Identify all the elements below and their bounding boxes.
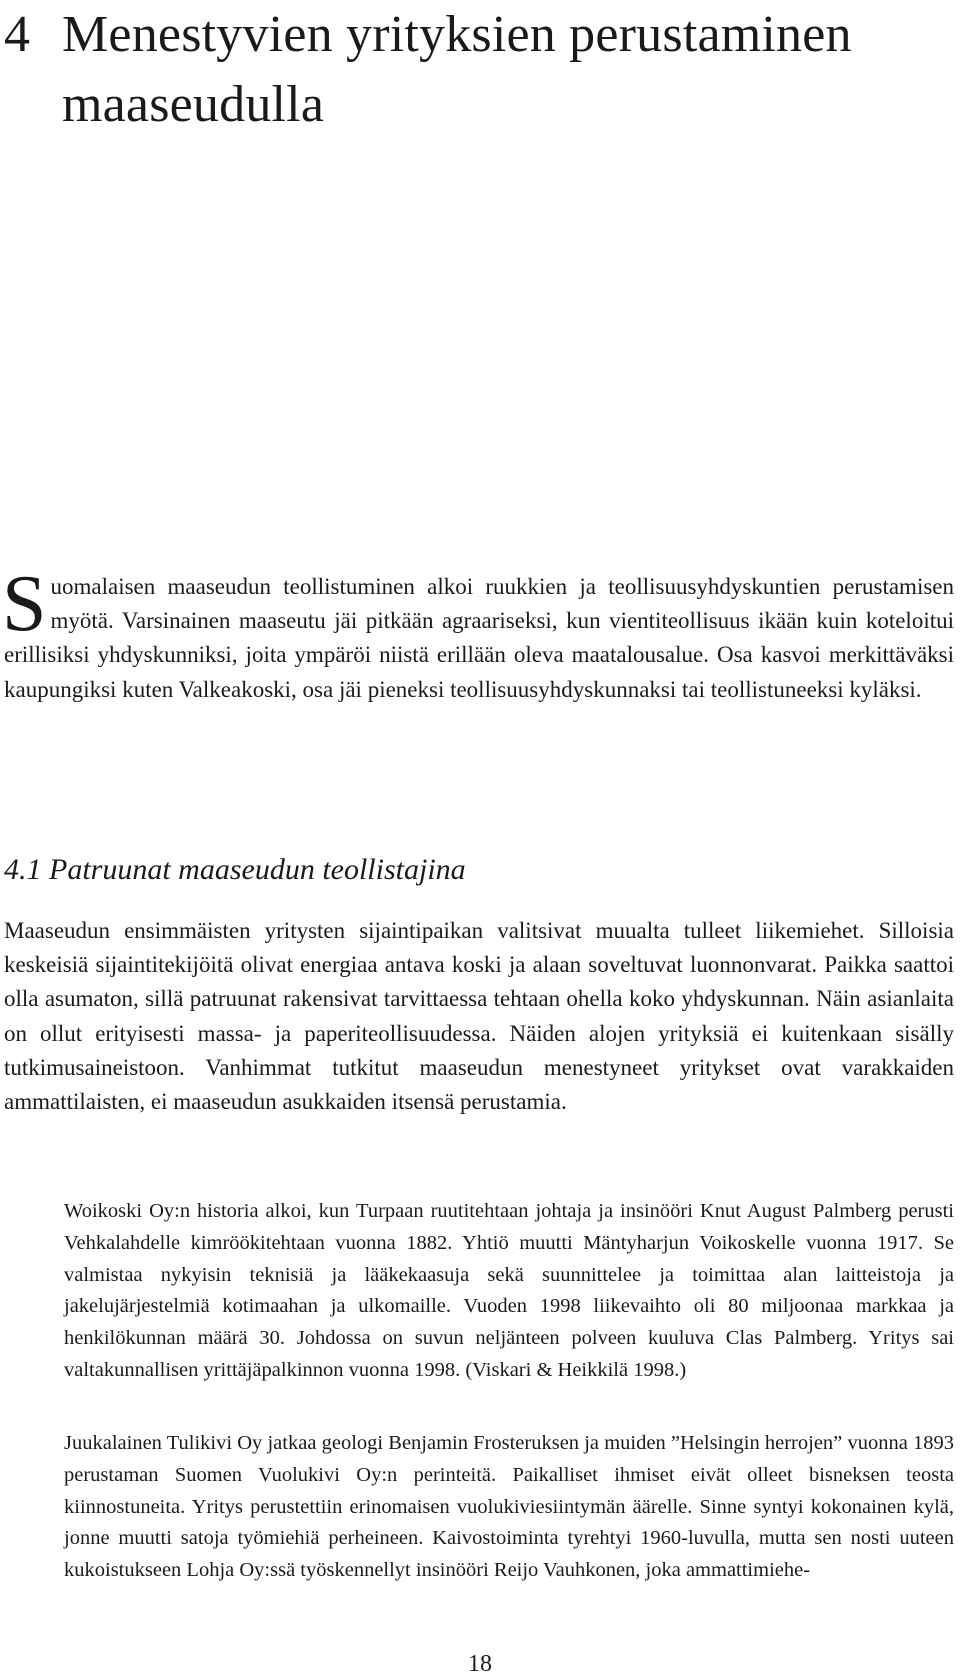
section-heading: 4.1 Patruunat maaseudun teollistajina xyxy=(4,853,466,886)
intro-paragraph xyxy=(2,560,954,707)
section-paragraph: Maaseudun ensimmäisten yritysten sijaintipaikan valitsivat muualta tulleet liikemiehet. Silloisia keskeisiä sijaintitekijöitä olivat energiaa antava koski ja alaan soveltuvat luonnonvarat. Paikka saattoi olla asumaton, sillä patruunat rakensivat tarvittaessa tehtaan ohella koko yhdyskunnan. Näin asianlaita on ollut erityisesti massa- ja paperiteollisuudessa. Näiden alojen yrityksiä ei kuitenkaan sisälly tutkimusaineistoon. Vanhimmat tutkitut maaseudun menestyneet yritykset ovat varakkaiden ammattilaisten, ei maaseudun asukkaiden itsensä perustamia. xyxy=(4,918,954,1115)
case-example-tulikivi: Juukalainen Tulikivi Oy jatkaa geologi Benjamin Frosteruksen ja muiden ”Helsingin herrojen” vuonna 1893 perustaman Suomen Vuolukivi Oy:n perinteitä. Paikalliset ihmiset eivät olleet bisneksen teosta kiinnostuneita. Yritys perustettiin erinomaisen vuolukiviesiintymän äärelle. Sinne syntyi kokonainen kylä, jonne muutti satoja työmiehiä perheineen. Kaivostoiminta tyrehtyi 1960-luvulla, mutta sen nosti uuteen kukoistukseen Lohja Oy:ssä työskennellyt insinööri Reijo Vauhkonen, joka ammattimiehe- xyxy=(64,1432,954,1582)
chapter-title-line2: maaseudulla xyxy=(62,76,325,133)
page-number: 18 xyxy=(468,1651,492,1677)
chapter-number: 4 xyxy=(4,6,31,63)
drop-cap: S xyxy=(2,560,47,648)
case-example-woikoski: Woikoski Oy:n historia alkoi, kun Turpaan ruutitehtaan johtaja ja insinööri Knut August Palmberg perusti Vehkalahdelle kimröökitehtaan vuonna 1882. Yhtiö muutti Mäntyharjun Voikoskelle vuonna 1917. Se valmistaa nykyisin teknisiä ja lääkekaasuja sekä suunnittelee ja toimittaa alan laitteistoja ja jakelujärjestelmiä kotimaahan ja ulkomaille. Vuoden 1998 liikevaihto oli 80 miljoonaa markkaa ja henkilökunnan määrä 30. Johdossa on suvun neljänteen polveen kuuluva Clas Palmberg. Yritys sai valtakunnallisen yrittäjäpalkinnon vuonna 1998. (Viskari & Heikkilä 1998.) xyxy=(64,1200,954,1381)
intro-text: uomalaisen maaseudun teollistuminen alkoi ruukkien ja teollisuusyhdyskuntien perustamisen myötä. Varsinainen maaseutu jäi pitkään agraariseksi, kun vientiteollisuus ikään kuin koteloitui erillisiksi yhdyskunniksi, joita ympäröi niistä erillään oleva maatalousalue. Osa kasvoi merkittäväksi kaupungiksi kuten Valkeakoski, osa jäi pieneksi teollisuusyhdyskunnaksi tai teollistuneeksi kyläksi. xyxy=(4,574,954,702)
chapter-title xyxy=(4,0,944,140)
chapter-title-line1: Menestyvien yrityksien perustaminen xyxy=(62,6,852,63)
